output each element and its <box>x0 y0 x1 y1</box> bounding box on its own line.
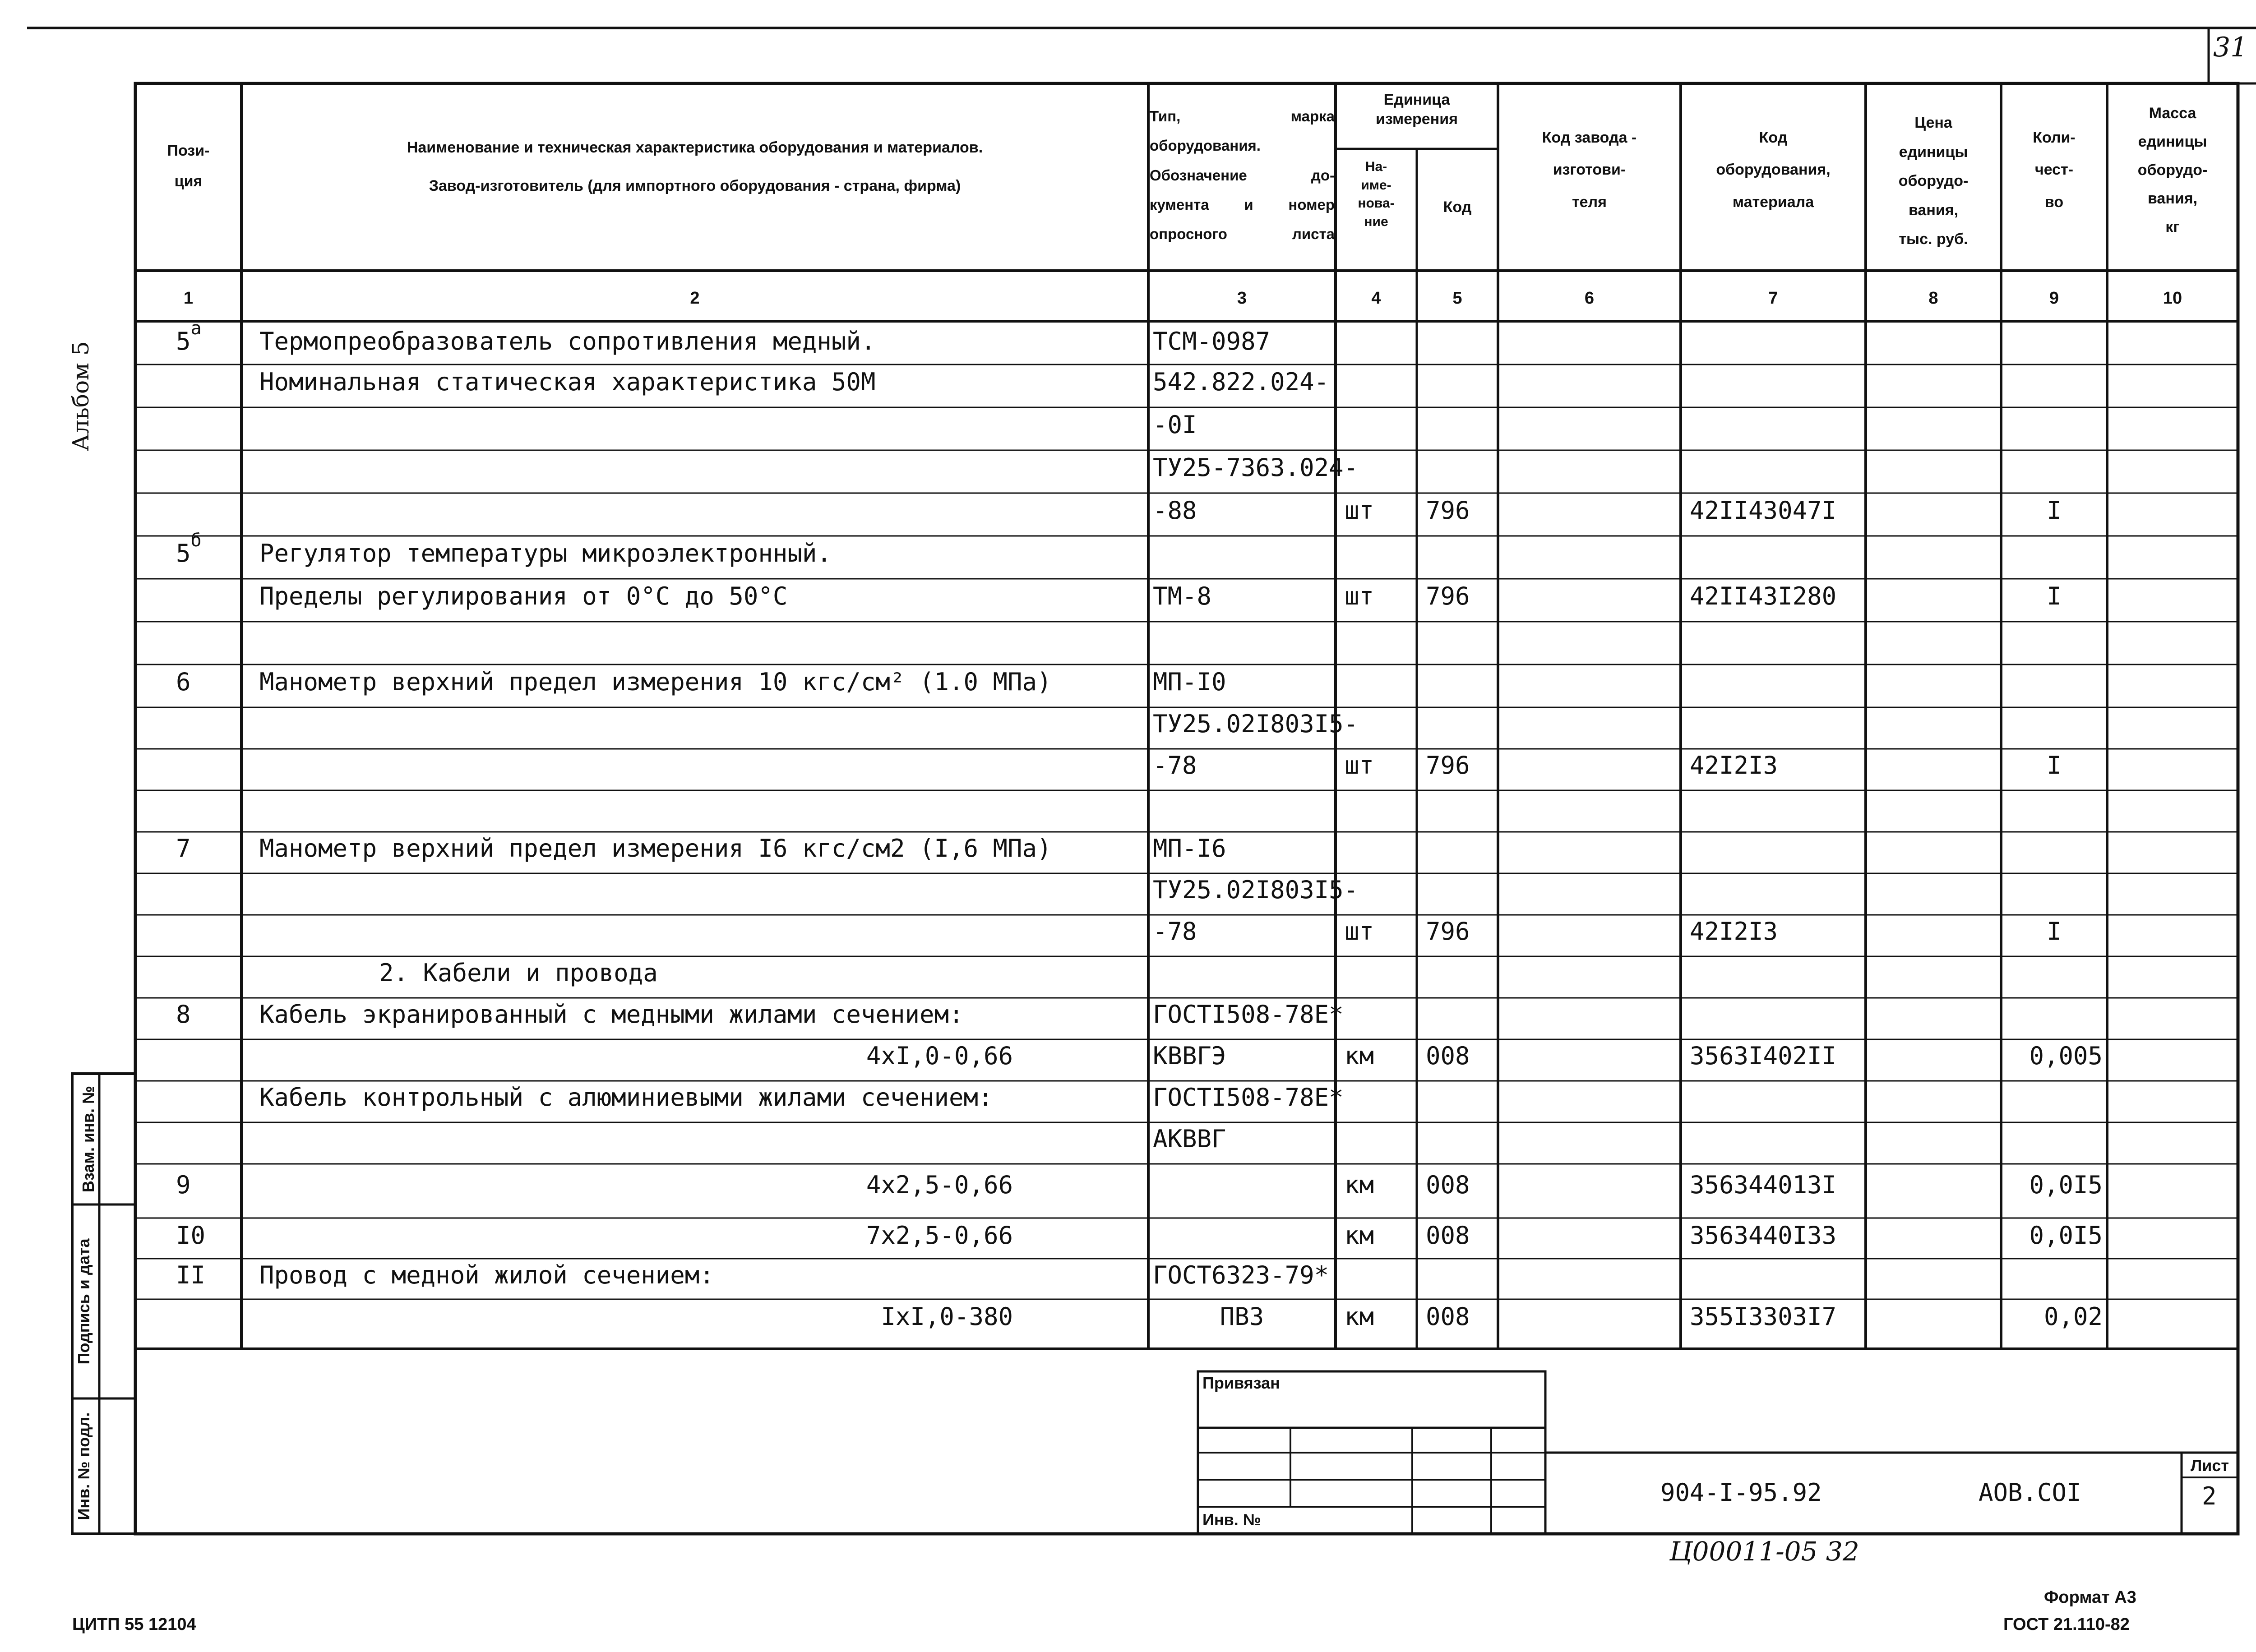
stamp-sheet-label: Лист <box>2191 1456 2229 1475</box>
footer-format: Формат А3 <box>2044 1588 2136 1607</box>
position-number: 5 б <box>176 530 202 568</box>
col-number: 4 <box>1371 289 1381 308</box>
unit-name: км <box>1345 1221 1374 1250</box>
album-label: Альбом 5 <box>68 341 94 451</box>
item-name: 7x2,5-0,66 <box>866 1221 1013 1250</box>
page-number: 31 <box>2213 32 2248 63</box>
quantity: I <box>2047 582 2062 610</box>
item-type: ТМ-8 <box>1153 582 1212 610</box>
quantity: 0,0I5 <box>2029 1221 2103 1250</box>
item-name: Кабель экранированный с медными жилами сечением: <box>259 1000 964 1029</box>
header-unit: Единица измерения <box>1376 91 1458 128</box>
item-type: ГОСТI508-78Е* <box>1153 1083 1344 1112</box>
equipment-code: 42I2I3 <box>1690 917 1778 946</box>
item-type: 542.822.024- <box>1153 368 1329 396</box>
stamp-inv-no: Инв. № <box>1202 1510 1261 1529</box>
footer-gost: ГОСТ 21.110-82 <box>2003 1615 2130 1634</box>
unit-code: 008 <box>1426 1171 1470 1199</box>
item-type: ТУ25-7363.024- <box>1153 453 1359 482</box>
item-name: Провод с медной жилой сечением: <box>259 1261 714 1289</box>
item-type: КВВГЭ <box>1153 1042 1226 1070</box>
signature-date-label: Подпись и дата <box>74 1238 93 1365</box>
equipment-code: 42II43047I <box>1690 496 1837 525</box>
replaced-inv-label: Взам. инв. № <box>79 1085 97 1193</box>
unit-code: 796 <box>1426 917 1470 946</box>
item-type: АКВВГ <box>1153 1125 1226 1153</box>
item-type: ТУ25.02I803I5- <box>1153 710 1359 738</box>
inv-orig-label: Инв. № подл. <box>74 1412 93 1520</box>
header-unit-name: На- име- нова- ние <box>1358 159 1395 229</box>
position-suffix: а <box>190 318 202 339</box>
quantity: I <box>2047 496 2062 525</box>
item-type: -78 <box>1153 917 1197 946</box>
item-name: Манометр верхний предел измерения 10 кгс/см² (1.0 МПа) <box>259 668 1052 696</box>
section-heading: 2. Кабели и провода <box>379 959 658 987</box>
item-type: -88 <box>1153 496 1197 525</box>
unit-code: 008 <box>1426 1042 1470 1070</box>
quantity: I <box>2047 751 2062 780</box>
equipment-code: 355I3303I7 <box>1690 1302 1837 1331</box>
unit-name: км <box>1345 1042 1374 1070</box>
item-type: -78 <box>1153 751 1197 780</box>
unit-code: 796 <box>1426 582 1470 610</box>
position-number: 6 <box>176 668 191 696</box>
equipment-code: 356344013I <box>1690 1171 1837 1199</box>
position-number: I0 <box>176 1221 206 1250</box>
equipment-code: 3563I402II <box>1690 1042 1837 1070</box>
position-number: 7 <box>176 834 191 863</box>
quantity: 0,02 <box>2043 1302 2103 1331</box>
position-number: 9 <box>176 1171 191 1199</box>
item-type: ГОСТ6323-79* <box>1153 1261 1329 1289</box>
col-number: 8 <box>1928 289 1938 308</box>
item-type: МП-I0 <box>1153 668 1226 696</box>
item-name: Пределы регулирования от 0°С до 50°С <box>259 582 788 610</box>
item-name: Кабель контрольный с алюминиевыми жилами сечением: <box>259 1083 993 1112</box>
header-position: Пози- ция <box>167 142 210 190</box>
col-number: 10 <box>2163 289 2182 308</box>
unit-name: шт <box>1345 917 1374 946</box>
item-name: Регулятор температуры микроэлектронный. <box>259 539 832 568</box>
equipment-code: 42I2I3 <box>1690 751 1778 780</box>
header-equip-code: Код оборудования, материала <box>1716 129 1831 211</box>
col-number: 7 <box>1768 289 1778 308</box>
item-type: -0I <box>1153 411 1197 439</box>
item-type: МП-I6 <box>1153 834 1226 863</box>
header-unit-code: Код <box>1443 198 1472 216</box>
header-factory-code: Код завода - изготови- теля <box>1542 129 1637 211</box>
equipment-code: 3563440I33 <box>1690 1221 1837 1250</box>
header-mass: Масса единицы оборудо- вания, кг <box>2137 105 2208 235</box>
quantity: 0,005 <box>2029 1042 2103 1070</box>
header-type: Тип, марка оборудования. Обозначение до- кумента и номер опросного листа <box>1150 108 1335 243</box>
position-suffix: б <box>190 530 202 551</box>
unit-code: 796 <box>1426 496 1470 525</box>
col-number: 9 <box>2049 289 2059 308</box>
handwritten-note: Ц00011-05 32 <box>1669 1536 1859 1567</box>
position-number: 8 <box>176 1000 191 1029</box>
unit-name: шт <box>1345 751 1374 780</box>
unit-code: 796 <box>1426 751 1470 780</box>
col-number: 1 <box>183 289 194 308</box>
item-name: 4x2,5-0,66 <box>866 1171 1013 1199</box>
position-number: II <box>176 1261 206 1289</box>
item-name: 4xI,0-0,66 <box>866 1042 1013 1070</box>
unit-code: 008 <box>1426 1221 1470 1250</box>
position-number: 5 а <box>176 318 202 355</box>
header-name: Наименование и техническая характеристика оборудования и материалов. Завод-изготовитель (для импортного оборудования - страна, фирма) <box>407 139 983 194</box>
item-type: ГОСТI508-78Е* <box>1153 1000 1344 1029</box>
col-number: 3 <box>1237 289 1247 308</box>
item-type: ТСМ-0987 <box>1153 327 1271 355</box>
unit-name: шт <box>1345 496 1374 525</box>
stamp-designation: 904-I-95.92 <box>1660 1478 1822 1507</box>
col-number: 6 <box>1584 289 1595 308</box>
item-name: IxI,0-380 <box>881 1302 1013 1331</box>
unit-code: 008 <box>1426 1302 1470 1331</box>
equipment-code: 42II43I280 <box>1690 582 1837 610</box>
item-name: Термопреобразователь сопротивления медный. <box>259 327 876 355</box>
unit-name: км <box>1345 1171 1374 1199</box>
col-number: 5 <box>1452 289 1462 308</box>
footer-left: ЦИТП 55 12104 <box>72 1615 196 1634</box>
stamp-doc-code: АОВ.СОI <box>1979 1478 2081 1507</box>
quantity: I <box>2047 917 2062 946</box>
stamp-sheet-no: 2 <box>2202 1482 2217 1510</box>
item-type: ПВЗ <box>1220 1302 1264 1331</box>
unit-name: шт <box>1345 582 1374 610</box>
header-price: Цена единицы оборудо- вания, тыс. руб. <box>1898 114 1969 248</box>
item-type: ТУ25.02I803I5- <box>1153 876 1359 904</box>
item-name: Номинальная статическая характеристика 50М <box>259 368 876 396</box>
stamp-privyazan: Привязан <box>1202 1374 1280 1392</box>
unit-name: км <box>1345 1302 1374 1331</box>
quantity: 0,0I5 <box>2029 1171 2103 1199</box>
header-quantity: Коли- чест- во <box>2033 129 2076 211</box>
col-number: 2 <box>690 289 700 308</box>
item-name: Манометр верхний предел измерения I6 кгс/см2 (I,6 МПа) <box>259 834 1052 863</box>
